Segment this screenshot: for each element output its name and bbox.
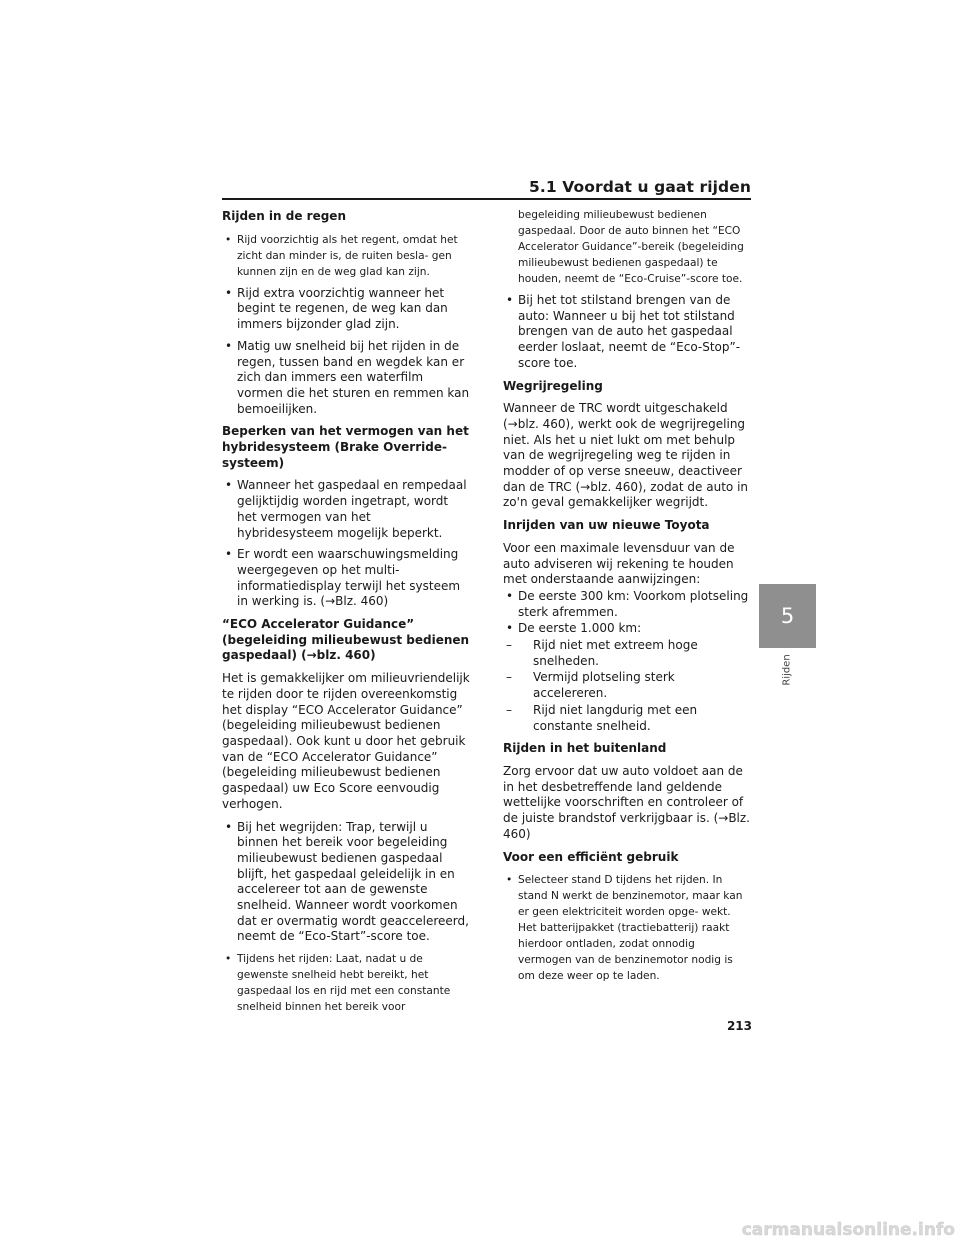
list-item: • De eerste 300 km: Voorkom plotseling sterk afremmen. xyxy=(503,589,751,620)
rain-heading: Rijden in de regen xyxy=(222,209,346,223)
break-in-heading: Inrijden van uw nieuwe Toyota xyxy=(503,518,710,533)
chapter-tab-number: 5 xyxy=(780,604,795,628)
eco-stop-list xyxy=(503,293,751,372)
list-item: • Selecteer stand D tijdens het rijden. In stand N werkt de benzinemotor, maar kan er geen elektriciteit worden opge- wekt. Het batterijpakket (tractiebatterij) raakt hierdoor ontladen, zodat onnodig vermogen van de benzinemotor nodig is om deze weer op te laden. xyxy=(503,872,751,984)
traction-heading: Wegrijregeling xyxy=(503,378,603,393)
brake-override-heading: Beperken van het vermogen van het hybridesysteem (Brake Override-systeem) xyxy=(222,424,469,470)
right-column xyxy=(503,207,751,991)
chapter-tab-label-text: Rijden xyxy=(781,654,793,686)
eco-heading: “ECO Accelerator Guidance” (begeleiding milieubewust bedienen gaspedaal) (→blz. 460) xyxy=(222,617,470,663)
list-item: • Rijd voorzichtig als het regent, omdat het zicht dan minder is, de ruiten besla- gen kunnen zijn en de weg glad kan zijn. xyxy=(222,232,470,280)
efficient-heading: Voor een efficiënt gebruik xyxy=(503,849,679,864)
list-item: • Bij het tot stilstand brengen van de auto: Wanneer u bij het tot stilstand brengen van de auto het gaspedaal eerder loslaat, neemt de “Eco-Stop”-score toe. xyxy=(503,293,751,372)
chapter-tab xyxy=(759,584,816,648)
list-item: • Bij het wegrijden: Trap, terwijl u binnen het bereik voor begeleiding milieubewust bedienen gaspedaal blijft, het gaspedaal geleidelijk in en accelereer tot aan de gewenste snelheid. Wanneer wordt voorkomen dat er overmatig wordt geaccelereerd, neemt de “Eco-Start”-score toe. xyxy=(222,820,470,946)
list-item: • Wanneer het gaspedaal en rempedaal gelijktijdig worden ingetrapt, wordt het vermogen van het hybridesysteem mogelijk beperkt. xyxy=(222,478,470,541)
abroad-body: Zorg ervoor dat uw auto voldoet aan de in het desbetreffende land geldende wettelijke voorschriften en controleer of de juiste brandstof verkrijgbaar is. (→Blz. 460) xyxy=(503,763,750,841)
list-item: • Matig uw snelheid bij het rijden in de regen, tussen band en wegdek kan er zich dan immers een waterfilm vormen die het sturen en remmen kan bemoeilijken. xyxy=(222,339,470,418)
watermark-logo xyxy=(698,1218,956,1240)
list-item: • Er wordt een waarschuwingsmelding weergegeven op het multi- informatiedisplay terwijl het systeem in werking is. (→Blz. 460) xyxy=(222,547,470,610)
chapter-tab-label xyxy=(772,648,802,692)
break-in-body: Voor een maximale levensduur van de auto adviseren wij rekening te houden met onderstaande aanwijzingen: xyxy=(503,540,735,587)
list-item: – Rijd niet met extreem hoge snelheden. xyxy=(503,638,751,669)
left-column xyxy=(222,207,470,1022)
list-item: – Vermijd plotseling sterk accelereren. xyxy=(503,670,751,701)
list-item: – Rijd niet langdurig met een constante snelheid. xyxy=(503,703,751,734)
efficient-list xyxy=(503,872,751,984)
brake-override-list xyxy=(222,478,470,610)
abroad-heading: Rijden in het buitenland xyxy=(503,741,667,756)
break-in-sublist xyxy=(503,638,751,734)
eco-body: Het is gemakkelijker om milieuvriendelijk te rijden door te rijden overeenkomstig het display “ECO Accelerator Guidance” (begeleiding milieubewust bedienen gaspedaal). Ook kunt u door het gebruik van de “ECO Accelerator Guidance” (begeleiding milieubewust bedienen gaspedaal) uw Eco Score eenvoudig verhogen. xyxy=(222,671,470,811)
section-header: 5.1 Voordat u gaat rijden xyxy=(529,178,751,196)
list-item: • Rijd extra voorzichtig wanneer het begint te regenen, de weg kan dan immers bijzonder glad zijn. xyxy=(222,286,470,333)
list-item: • Tijdens het rijden: Laat, nadat u de gewenste snelheid hebt bereikt, het gaspedaal los en rijd met een constante snelheid binnen het bereik voor xyxy=(222,951,470,1015)
rain-list xyxy=(222,232,470,418)
break-in-list xyxy=(503,589,751,637)
watermark-text: carmanualsonline.info xyxy=(741,1220,955,1240)
header-rule xyxy=(222,198,751,200)
traction-body: Wanneer de TRC wordt uitgeschakeld (→blz. 460), werkt ook de wegrijregeling niet. Als het u niet lukt om met behulp van de wegrijregeling weg te rijden in modder of op verse sneeuw, deactiveer dan de TRC (→blz. 460), zodat de auto in zo'n geval gemakkelijker wegrijdt. xyxy=(503,401,749,510)
page-number: 213 xyxy=(726,1019,752,1033)
eco-list xyxy=(222,820,470,1016)
list-item: • De eerste 1.000 km: xyxy=(503,621,751,637)
eco-cruise-continuation: begeleiding milieubewust bedienen gaspedaal. Door de auto binnen het “ECO Accelerator Guidance”-bereik (begeleiding milieubewust bedienen gaspedaal) te houden, neemt de “Eco-Cruise”-score toe. xyxy=(518,209,744,285)
